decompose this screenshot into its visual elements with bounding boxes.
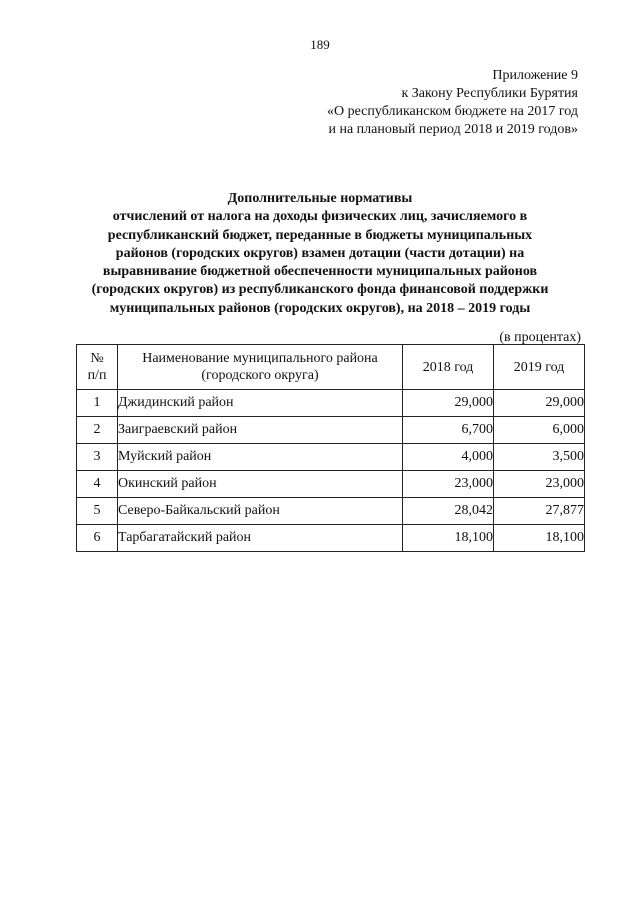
page-number: 189 [310, 37, 330, 52]
row-value-2018: 28,042 [403, 498, 494, 525]
row-value-2019: 29,000 [494, 390, 585, 417]
title-line: муниципальных районов (городских округов), на 2018 – 2019 годы [109, 300, 531, 316]
row-number: 3 [77, 444, 118, 471]
title-line: Дополнительные нормативы [227, 191, 413, 206]
row-number: 4 [77, 471, 118, 498]
header-name-line1: Наименование муниципального района [142, 351, 378, 366]
row-value-2018: 18,100 [403, 525, 494, 552]
row-district-name: Окинский район [118, 471, 403, 498]
table-row [77, 417, 585, 444]
table-row [77, 471, 585, 498]
header-year-2018: 2018 год [403, 345, 494, 390]
appendix-line: и на плановый период 2018 и 2019 годов» [328, 122, 578, 137]
appendix-line: Приложение 9 [492, 68, 578, 83]
title-line: отчислений от налога на доходы физических лиц, зачисляемого в [112, 209, 528, 225]
header-name-line2: (городского округа) [201, 368, 319, 383]
row-number: 1 [77, 390, 118, 417]
title-line: республиканский бюджет, переданные в бюджеты муниципальных [107, 227, 533, 243]
row-value-2019: 3,500 [494, 444, 585, 471]
row-district-name: Заиграевский район [118, 417, 403, 444]
table-row [77, 390, 585, 417]
document-title [60, 190, 580, 318]
row-number: 6 [77, 525, 118, 552]
row-value-2018: 6,700 [403, 417, 494, 444]
title-line: (городских округов) из республиканского фонда финансовой поддержки [91, 282, 549, 298]
header-name [118, 345, 403, 390]
row-number: 2 [77, 417, 118, 444]
row-value-2019: 18,100 [494, 525, 585, 552]
table-header-row [77, 345, 585, 390]
appendix-line: к Закону Республики Бурятия [401, 86, 578, 101]
norms-table [76, 344, 585, 552]
row-district-name: Муйский район [118, 444, 403, 471]
row-number: 5 [77, 498, 118, 525]
header-year-2019: 2019 год [494, 345, 585, 390]
units-note: (в процентах) [499, 330, 581, 345]
row-value-2018: 4,000 [403, 444, 494, 471]
table-row [77, 444, 585, 471]
row-value-2019: 23,000 [494, 471, 585, 498]
title-line: районов (городских округов) взамен дотации (части дотации) на [115, 245, 525, 261]
row-value-2018: 23,000 [403, 471, 494, 498]
table-row [77, 525, 585, 552]
row-district-name: Джидинский район [118, 390, 403, 417]
row-district-name: Северо-Байкальский район [118, 498, 403, 525]
row-value-2019: 6,000 [494, 417, 585, 444]
row-value-2019: 27,877 [494, 498, 585, 525]
header-number [77, 345, 118, 390]
appendix-line: «О республиканском бюджете на 2017 год [327, 104, 578, 119]
row-district-name: Тарбагатайский район [118, 525, 403, 552]
title-line: выравнивание бюджетной обеспеченности муниципальных районов [102, 264, 538, 280]
header-number-line1: № [90, 351, 104, 366]
table-row [77, 498, 585, 525]
appendix-header [327, 67, 578, 139]
row-value-2018: 29,000 [403, 390, 494, 417]
header-number-line2: п/п [87, 368, 107, 383]
